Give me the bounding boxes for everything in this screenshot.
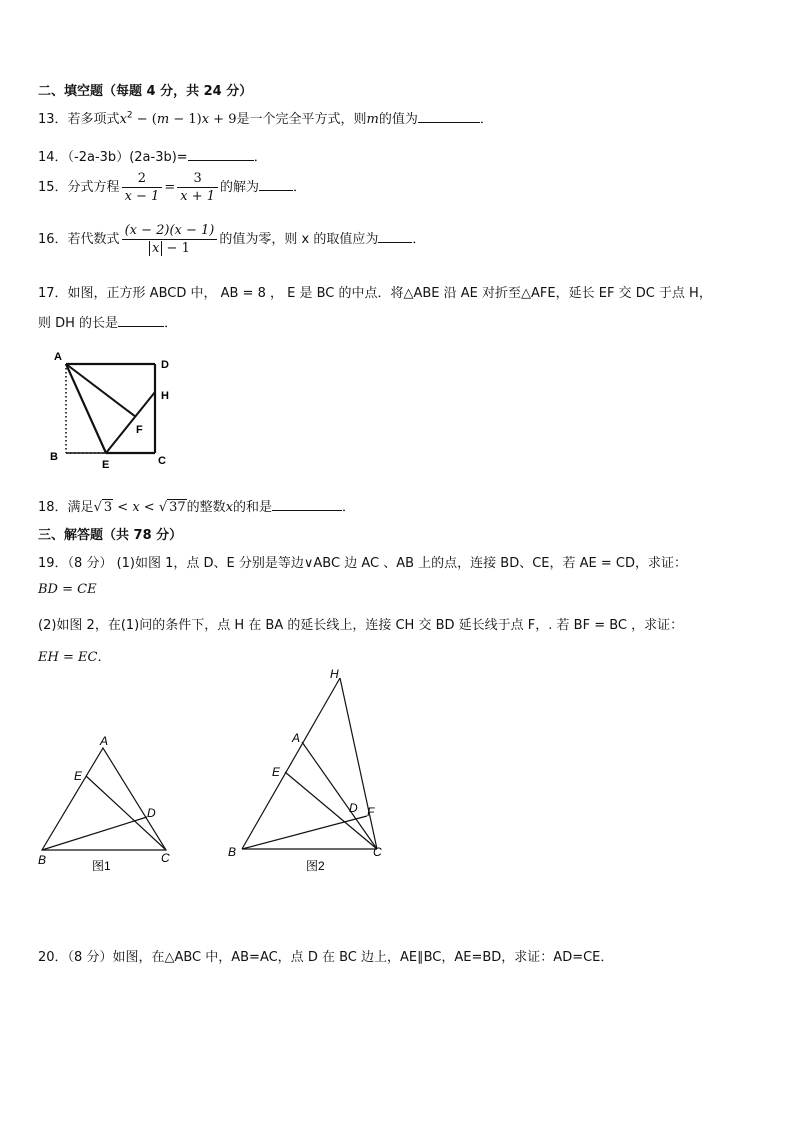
q18-x: x xyxy=(132,500,140,515)
q17-label-e: E xyxy=(102,459,110,471)
q18-x2: x xyxy=(225,500,234,515)
question-14 xyxy=(38,146,267,165)
q18-lt-2: < xyxy=(139,500,159,515)
q13-x1: x xyxy=(119,112,127,127)
q14-number: 14． xyxy=(38,150,68,165)
q15-fraction-1: $\frac{2}{x - 1}$ xyxy=(122,170,163,205)
question-13 xyxy=(38,108,493,127)
q13-mid: 是一个完全平方式，则 xyxy=(236,112,367,127)
q15-equals: = xyxy=(164,180,176,195)
q13-m2: m xyxy=(366,112,379,127)
fig1-label-d: D xyxy=(147,806,156,820)
question-15 xyxy=(38,170,306,205)
fig2-label-h: H xyxy=(330,667,339,681)
fig2-caption: 图2 xyxy=(306,859,325,873)
q18-root-1: 3 xyxy=(103,500,113,515)
q17-label-b: B xyxy=(50,451,58,463)
q15-pre: 分式方程 xyxy=(67,180,120,195)
question-17-line-2 xyxy=(38,312,177,331)
q19-figure-2 xyxy=(222,664,392,879)
q13-m: m xyxy=(156,112,170,127)
q15-answer-blank[interactable] xyxy=(259,178,293,191)
q13-pre: 若多项式 xyxy=(67,112,120,127)
q18-lt-1: < xyxy=(113,500,133,515)
fig2-label-e: E xyxy=(272,765,281,779)
q16-pre: 若代数式 xyxy=(67,232,120,247)
q17-label-c: C xyxy=(158,455,166,467)
fig2-label-d: D xyxy=(349,801,358,815)
fig1-caption: 图1 xyxy=(92,859,111,873)
q17-line1: 如图，正方形 ABCD 中， AB = 8 ， E 是 BC 的中点．将△ABE 沿 AE 对折至△AFE，延长 EF 交 DC 于点 H， xyxy=(67,286,712,301)
q15-post: 的解为 xyxy=(220,180,260,195)
fig1-label-b: B xyxy=(38,853,47,867)
q17-line2: 则 DH 的长是 xyxy=(38,316,119,331)
q18-post2: 的和是 xyxy=(233,500,273,515)
q17-label-h: H xyxy=(161,390,169,402)
q17-answer-blank[interactable] xyxy=(118,314,164,327)
q13-end: ． xyxy=(479,112,493,127)
q17-end: ． xyxy=(164,316,178,331)
section-2-title: 二、填空题（每题 4 分，共 24 分） xyxy=(38,84,253,99)
q16-post: 的值为零，则 x 的取值应为 xyxy=(219,232,379,247)
q13-post: 的值为 xyxy=(378,112,418,127)
fig1-label-c: C xyxy=(161,851,170,865)
q16-fraction: $\frac{(x - 2)(x - 1)}{x - 1}$ xyxy=(122,222,218,257)
q19-line1: （8 分） (1)如图 1，点 D、E 分别是等边∨ABC 边 AC 、AB 上的点，连接 BD、CE，若 AE = CD，求证： xyxy=(67,556,687,571)
q17-label-d: D xyxy=(161,359,169,371)
q15-number: 15． xyxy=(38,180,68,195)
q20-text: （8 分）如图，在△ABC 中，AB=AC，点 D 在 BC 边上，AE∥BC，AE=BD，求证：AD=CE． xyxy=(67,950,614,965)
q19-figure-1 xyxy=(30,730,190,880)
q18-pre: 满足 xyxy=(67,500,94,515)
q18-post: 的整数 xyxy=(186,500,226,515)
fig1-label-e: E xyxy=(74,769,83,783)
q14-end: ． xyxy=(253,150,267,165)
q19-line3: (2)如图 2，在(1)问的条件下，点 H 在 BA 的延长线上，连接 CH 交 BD 延长线于点 F，. 若 BF = BC ，求证： xyxy=(38,618,684,633)
q13-t2: − 1) xyxy=(169,112,202,127)
fig2-label-b: B xyxy=(228,845,237,859)
q15-end: ． xyxy=(293,180,307,195)
fig1-label-a: A xyxy=(100,734,109,748)
q16-end: ． xyxy=(412,232,426,247)
question-16 xyxy=(38,222,425,257)
q18-number: 18． xyxy=(38,500,68,515)
q20-number: 20． xyxy=(38,950,68,965)
q19-number: 19． xyxy=(38,556,68,571)
q17-label-f: F xyxy=(136,424,143,436)
q14-text: （-2a-3b）(2a-3b)= xyxy=(67,150,188,165)
section-3-title: 三、解答题（共 78 分） xyxy=(38,528,183,543)
q18-answer-blank[interactable] xyxy=(272,498,342,511)
q13-x2: x xyxy=(201,112,210,127)
question-18: 18．满足√ 3 < x < √ 37的整数x的和是 ． xyxy=(38,500,356,515)
q18-end: ． xyxy=(342,500,356,515)
fig2-label-c: C xyxy=(373,845,382,859)
question-20 xyxy=(38,946,613,965)
q13-answer-blank[interactable] xyxy=(418,110,480,123)
q17-number: 17． xyxy=(38,286,68,301)
question-19-line-1 xyxy=(38,552,687,571)
q16-answer-blank[interactable] xyxy=(378,230,412,243)
q19-line4: EH = EC． xyxy=(38,650,111,665)
q17-label-a: A xyxy=(54,351,62,363)
q13-t3: + 9 xyxy=(209,112,237,127)
question-17-line-1 xyxy=(38,282,712,301)
q19-line2: BD = CE xyxy=(38,582,97,597)
fig2-label-f: F xyxy=(367,805,375,819)
q18-root-2: 37 xyxy=(169,500,186,515)
q13-sup: 2 xyxy=(126,110,133,121)
q13-t1: − ( xyxy=(132,112,157,127)
q14-answer-blank[interactable] xyxy=(188,148,254,161)
q15-fraction-2: $\frac{3}{x + 1}$ xyxy=(177,170,218,205)
q17-square-figure xyxy=(40,342,180,472)
q16-number: 16． xyxy=(38,232,68,247)
q13-number: 13． xyxy=(38,112,68,127)
fig2-label-a: A xyxy=(292,731,301,745)
